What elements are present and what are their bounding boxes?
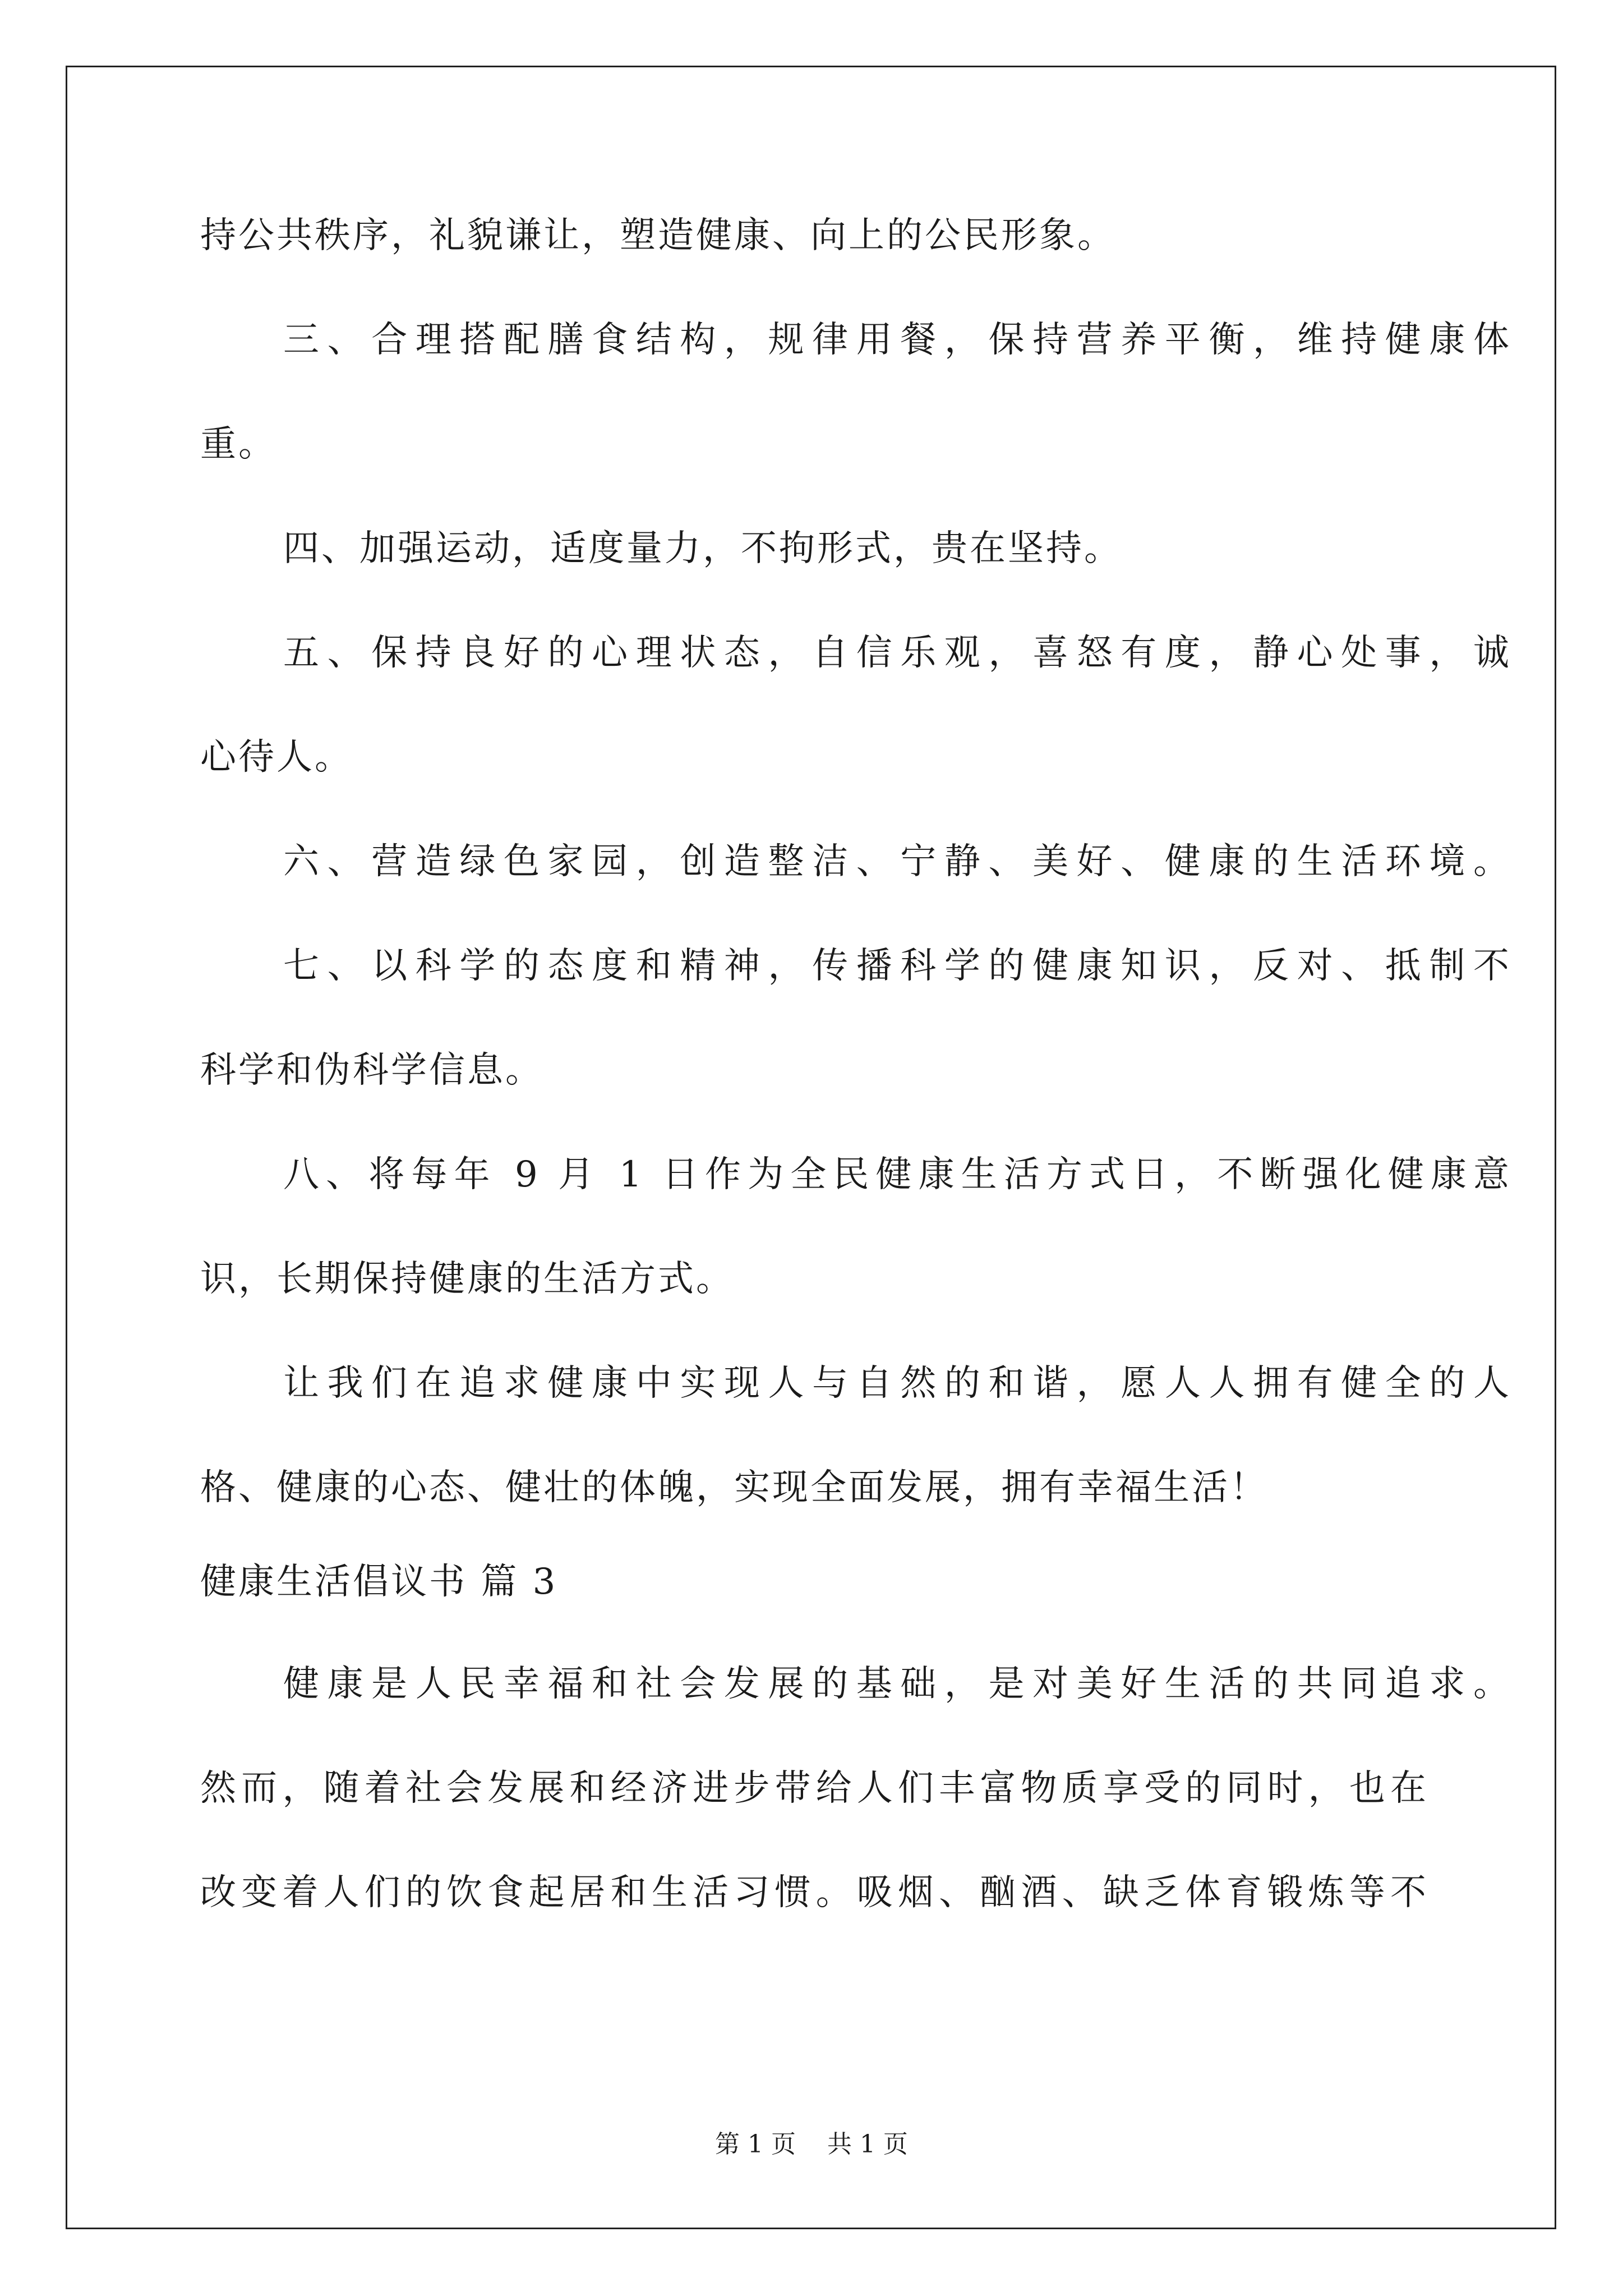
text-line: 持公共秩序，礼貌谦让，塑造健康、向上的公民形象。 bbox=[200, 215, 1115, 256]
page-footer: 第 1 页 共 1 页 bbox=[715, 2130, 908, 2159]
section-heading: 健康生活倡议书 篇 3 bbox=[200, 1561, 558, 1603]
text-line: 科学和伪科学信息。 bbox=[200, 1050, 543, 1091]
text-line: 七、以科学的态度和精神，传播科学的健康知识，反对、抵制不 bbox=[283, 945, 1511, 987]
text-line: 八、将每年 9 月 1 日作为全民健康生活方式日，不断强化健康意 bbox=[283, 1154, 1511, 1195]
text-line: 改变着人们的饮食起居和生活习惯。吸烟、酗酒、缺乏体育锻炼等不 bbox=[200, 1872, 1428, 1913]
text-line: 重。 bbox=[200, 424, 276, 465]
text-line: 五、保持良好的心理状态，自信乐观，喜怒有度，静心处事，诚 bbox=[283, 632, 1511, 674]
text-line: 三、合理搭配膳食结构，规律用餐，保持营养平衡，维持健康体 bbox=[283, 319, 1511, 361]
text-line: 让我们在追求健康中实现人与自然的和谐，愿人人拥有健全的人 bbox=[283, 1363, 1511, 1404]
text-line: 心待人。 bbox=[200, 737, 353, 778]
text-line: 然而，随着社会发展和经济进步带给人们丰富物质享受的同时，也在 bbox=[200, 1768, 1428, 1809]
text-line: 四、加强运动，适度量力，不拘形式，贵在坚持。 bbox=[283, 528, 1122, 569]
text-line: 识，长期保持健康的生活方式。 bbox=[200, 1258, 734, 1300]
text-line: 健康是人民幸福和社会发展的基础，是对美好生活的共同追求。 bbox=[283, 1663, 1511, 1705]
text-line: 六、营造绿色家园，创造整洁、宁静、美好、健康的生活环境。 bbox=[283, 841, 1511, 882]
text-line: 格、健康的心态、健壮的体魄，实现全面发展，拥有幸福生活！ bbox=[200, 1467, 1268, 1508]
